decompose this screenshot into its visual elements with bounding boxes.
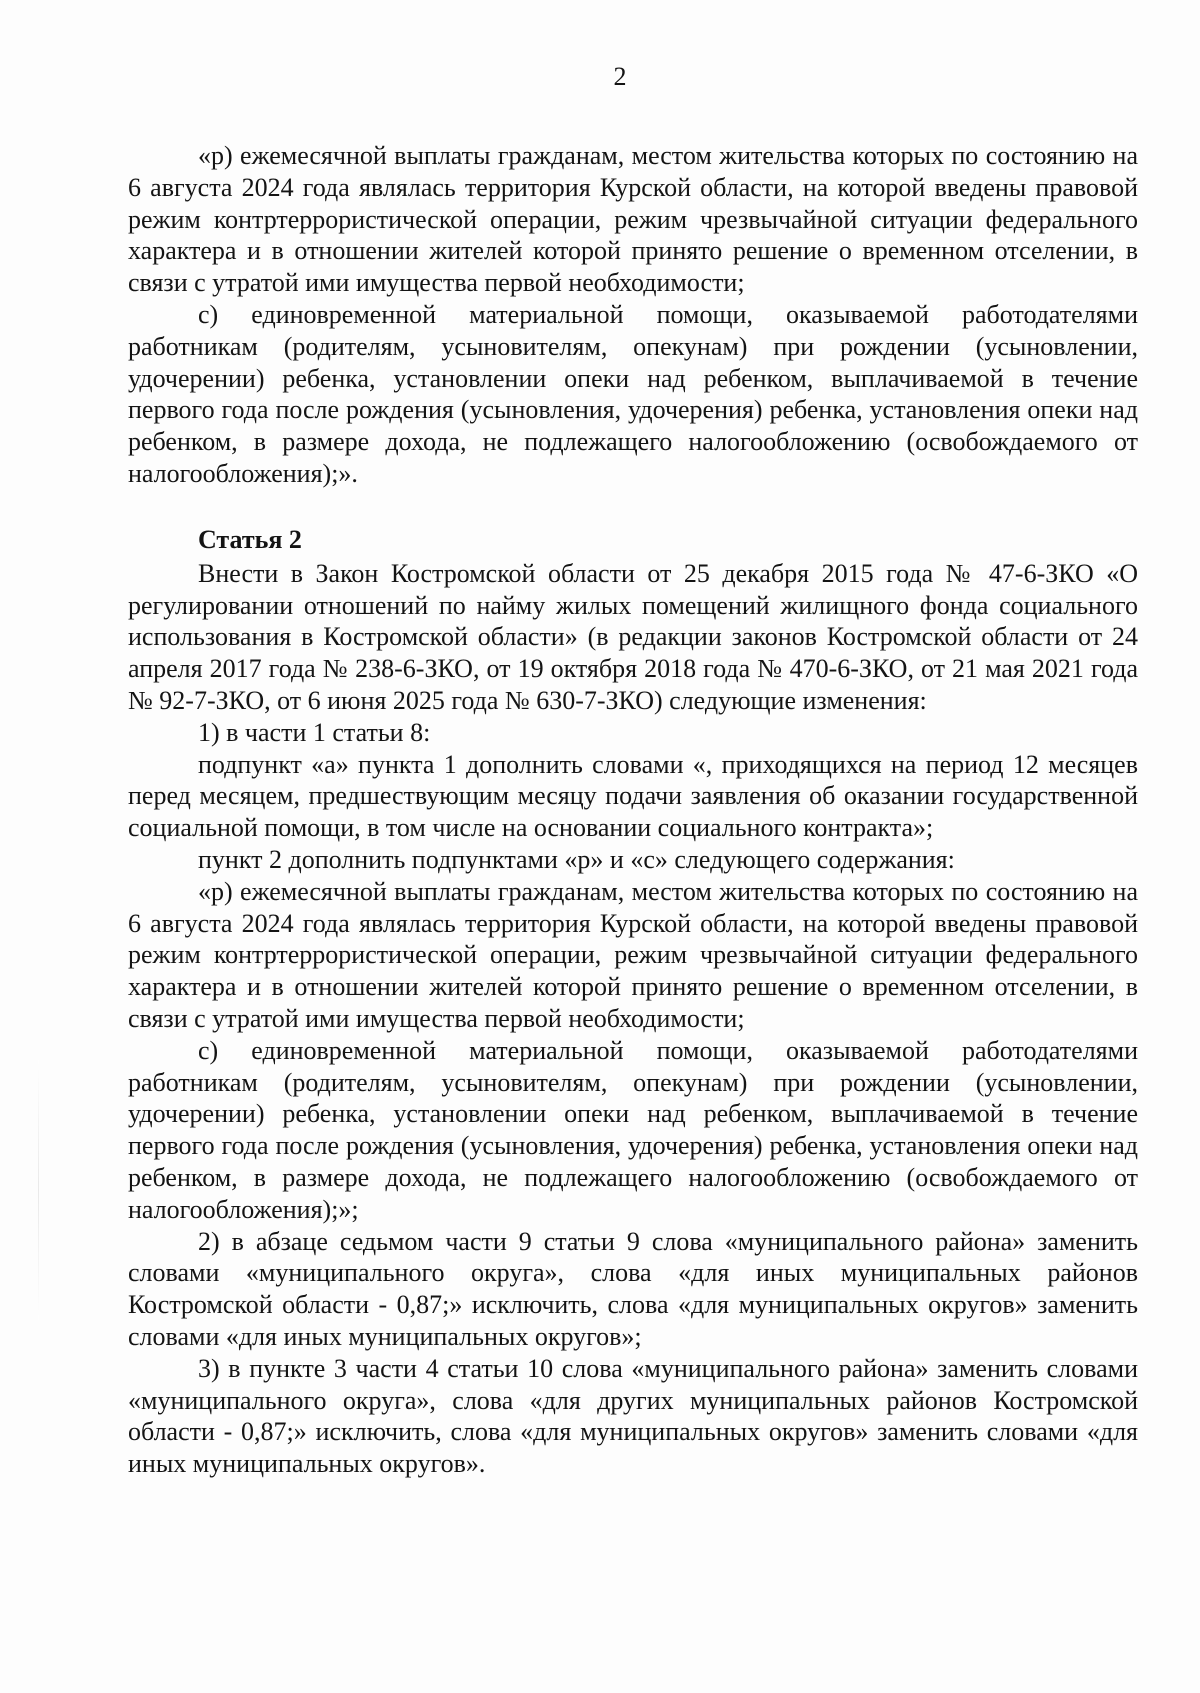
- paragraph-subitem-a: подпункт «а» пункта 1 дополнить словами «, приходящихся на период 12 месяцев перед месяцем, предшествующим месяцу подачи заявления об оказании государственной социальной помощи, в том числе на основании социального контракта»;: [128, 749, 1138, 843]
- paragraph-item-1: 1) в части 1 статьи 8:: [198, 717, 431, 747]
- top-section: [128, 140, 1138, 490]
- article-heading: Статья 2: [198, 525, 302, 554]
- paragraph-item-2: 2) в абзаце седьмом части 9 статьи 9 слова «муниципального района» заменить словами «муниципального округа», слова «для иных муниципальных районов Костромской области - 0,87;» исключить, слова «для муниципальных округов» заменить словами «для иных муниципальных округов»;: [128, 1226, 1138, 1351]
- scan-artifact: [38, 1060, 39, 1320]
- paragraph-item-3: 3) в пункте 3 части 4 статьи 10 слова «муниципального района» заменить словами «муниципального округа», слова «для других муниципальных районов Костромской области - 0,87;» исключить, слова «для муниципальных округов» заменить словами «для иных муниципальных округов».: [128, 1353, 1138, 1479]
- paragraph-subitem-r-quoted: «р) ежемесячной выплаты гражданам, местом жительства которых по состоянию на 6 августа 2024 года являлась территория Курской области, на которой введены правовой режим контртеррористической операции, режим чрезвычайной ситуации федерального характера и в отношении жителей которой принято решение о временном отселении, в связи с утратой ими имущества первой необходимости;: [128, 876, 1138, 1033]
- paragraph-subitem-r: «р) ежемесячной выплаты гражданам, местом жительства которых по состоянию на 6 августа 2024 года являлась территория Курской области, на которой введены правовой режим контртеррористической операции, режим чрезвычайной ситуации федерального характера и в отношении жителей которой принято решение о временном отселении, в связи с утратой ими имущества первой необходимости;: [128, 141, 1138, 298]
- article-2-section: [128, 524, 1138, 1480]
- paragraph-point-2: пункт 2 дополнить подпунктами «р» и «с» следующего содержания:: [198, 844, 955, 874]
- paragraph-amendment-intro: Внести в Закон Костромской области от 25 декабря 2015 года № 47-6-ЗКО «О регулировании отношений по найму жилых помещений жилищного фонда социального использования в Костромской области» (в редакции законов Костромской области от 24 апреля 2017 года № 238-6-ЗКО, от 19 октября 2018 года № 470-6-ЗКО, от 21 мая 2021 года № 92-7-ЗКО, от 6 июня 2025 года № 630-7-ЗКО) следующие изменения:: [128, 558, 1138, 715]
- page-number: 2: [613, 62, 627, 91]
- paragraph-subitem-s-quoted: с) единовременной материальной помощи, оказываемой работодателями работникам (родителям, усыновителям, опекунам) при рождении (усыновлении, удочерении) ребенка, установлении опеки над ребенком, выплачиваемой в течение первого года после рождения (усыновления, удочерения) ребенка, установления опеки над ребенком, в размере дохода, не подлежащего налогообложению (освобождаемого от налогообложения);»;: [128, 1035, 1138, 1224]
- paragraph-subitem-s: с) единовременной материальной помощи, оказываемой работодателями работникам (родителям, усыновителям, опекунам) при рождении (усыновлении, удочерении) ребенка, установлении опеки над ребенком, выплачиваемой в течение первого года после рождения (усыновления, удочерения) ребенка, установления опеки над ребенком, в размере дохода, не подлежащего налогообложению (освобождаемого от налогообложения);».: [128, 299, 1138, 488]
